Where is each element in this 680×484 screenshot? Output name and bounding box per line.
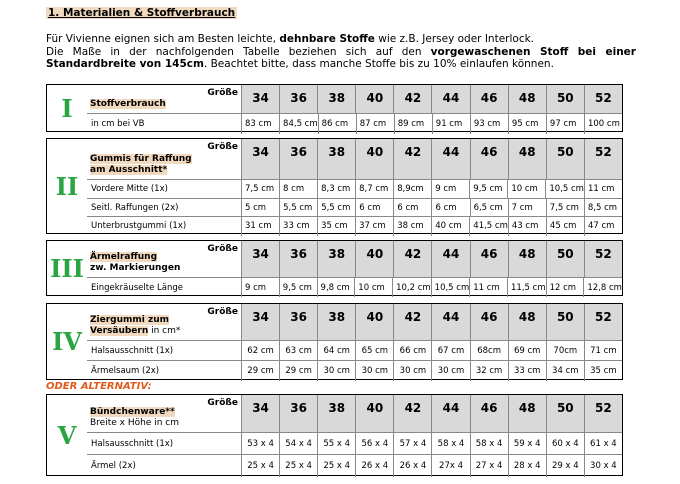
table-cell: 34 cm	[547, 361, 585, 381]
table-cell: 64 cm	[318, 341, 356, 361]
size-header: 34	[242, 139, 280, 179]
header-label	[87, 304, 242, 340]
table-row	[87, 360, 622, 381]
table-cell: 59 x 4	[509, 433, 547, 455]
table-row	[87, 216, 622, 236]
header-title: zw. Markierungen	[90, 263, 181, 273]
row-label: Vordere Mitte (1x)	[87, 180, 242, 199]
table-cell: 26 x 4	[394, 455, 432, 477]
table-cell: 35 cm	[590, 366, 617, 376]
table-cell: 7 cm	[509, 199, 547, 218]
table-cell: 11,5 cm	[508, 278, 547, 297]
table-cell: 10,5 cm	[432, 278, 471, 297]
size-header: 38	[318, 85, 356, 113]
table-row	[87, 340, 622, 361]
header-label	[87, 241, 242, 277]
table-block-iv	[46, 303, 623, 380]
size-header: 50	[547, 139, 585, 179]
table-cell: 93 cm	[471, 114, 509, 134]
table-cell: 10 cm	[355, 278, 393, 297]
header-title: Versäubern	[90, 326, 149, 336]
table-cell: 8,5 cm	[587, 202, 618, 213]
table-header	[87, 85, 622, 113]
table-cell: 32 cm	[471, 361, 509, 381]
header-title: Ärmelraffung	[90, 252, 158, 262]
row-label: Unterbrustgummi (1x)	[87, 217, 242, 236]
table-cell: 11 cm	[587, 184, 615, 195]
section-numeral: I	[61, 93, 73, 123]
size-header: 52	[595, 310, 612, 324]
table-header	[87, 395, 622, 432]
size-header: 50	[547, 85, 585, 113]
size-header: 50	[547, 241, 585, 277]
table-cell: 9,5 cm	[470, 180, 508, 199]
table-cell: 83 cm	[242, 114, 280, 134]
table-cell: 10 cm	[508, 180, 546, 199]
row-label: Ärmel (2x)	[87, 455, 242, 477]
table-cell: 29 cm	[280, 361, 318, 381]
table-cell: 30 x 4	[590, 461, 617, 471]
size-header: 38	[318, 304, 356, 340]
header-title: Stoffverbrauch	[90, 99, 166, 109]
groesse-label: Größe	[207, 142, 238, 152]
groesse-label: Größe	[207, 88, 238, 98]
size-header: 46	[471, 139, 509, 179]
table-cell: 9,5 cm	[280, 278, 318, 297]
table-cell: 7,5 cm	[547, 199, 585, 218]
table-cell: 9,8 cm	[318, 278, 356, 297]
section-numeral: II	[55, 171, 79, 201]
table-cell: 95 cm	[509, 114, 547, 134]
size-header: 42	[394, 395, 432, 432]
size-header: 42	[394, 139, 432, 179]
table-cell: 66 cm	[394, 341, 432, 361]
table-row	[87, 198, 622, 218]
size-header: 36	[280, 241, 318, 277]
table-cell: 8,9cm	[394, 180, 432, 199]
section-numeral: III	[50, 253, 84, 283]
table-header	[87, 139, 622, 179]
size-header: 40	[356, 304, 394, 340]
table-cell: 27x 4	[432, 455, 470, 477]
table-cell: 87 cm	[357, 114, 395, 134]
header-note: in cm*	[148, 326, 181, 336]
size-header: 40	[356, 85, 394, 113]
size-header: 36	[280, 139, 318, 179]
header-title: Bündchenware**	[90, 407, 175, 417]
table-cell: 12,8 cm	[587, 282, 622, 293]
header-title: Ziergummi zum	[90, 315, 170, 325]
table-cell: 26 x 4	[356, 455, 394, 477]
table-cell: 40 cm	[432, 217, 470, 236]
intro-text: Für Vivienne eignen sich am Besten leichte, dehnbare Stoffe wie z.B. Jersey oder Interlock. Die Maße in der nachfolgenden Tabelle beziehen sich auf den vorgewaschenen Stoff bei einer Standardbreite von 145cm. Beachtet bitte, dass manche Stoffe bis zu 10% einlaufen können.	[46, 33, 636, 70]
size-header: 34	[242, 304, 280, 340]
size-header: 48	[509, 139, 547, 179]
table-cell: 67 cm	[432, 341, 470, 361]
table-cell: 28 x 4	[509, 455, 547, 477]
table-header	[87, 241, 622, 277]
table-cell: 43 cm	[509, 217, 547, 236]
row-label: Seitl. Raffungen (2x)	[87, 199, 242, 218]
header-label	[87, 395, 242, 432]
size-header: 36	[280, 85, 318, 113]
table-cell: 84,5 cm	[280, 114, 319, 134]
table-cell: 29 x 4	[547, 455, 585, 477]
size-header: 52	[595, 91, 612, 105]
size-header: 38	[318, 241, 356, 277]
table-cell: 30 cm	[432, 361, 470, 381]
table-cell: 69 cm	[509, 341, 547, 361]
size-header: 40	[356, 395, 394, 432]
table-cell: 5,5 cm	[280, 199, 318, 218]
table-cell: 5 cm	[242, 199, 280, 218]
size-header: 44	[432, 395, 470, 432]
groesse-label: Größe	[207, 398, 238, 408]
header-note: Breite x Höhe in cm	[90, 418, 179, 428]
size-header: 46	[471, 304, 509, 340]
table-header	[87, 304, 622, 340]
size-header: 36	[280, 395, 318, 432]
table-cell: 37 cm	[356, 217, 394, 236]
row-label: Eingekräuselte Länge	[87, 278, 242, 297]
table-cell: 10,5 cm	[546, 180, 585, 199]
table-block-i	[46, 84, 623, 132]
table-cell: 45 cm	[547, 217, 585, 236]
table-cell: 91 cm	[433, 114, 471, 134]
table-cell: 41,5 cm	[470, 217, 509, 236]
size-header: 44	[432, 139, 470, 179]
table-cell: 57 x 4	[394, 433, 432, 455]
table-cell: 100 cm	[587, 119, 620, 129]
table-cell: 70cm	[547, 341, 585, 361]
size-header: 50	[547, 395, 585, 432]
table-cell: 25 x 4	[242, 455, 280, 477]
groesse-label: Größe	[207, 244, 238, 254]
table-cell: 12 cm	[547, 278, 585, 297]
table-cell: 68cm	[471, 341, 509, 361]
header-label	[87, 85, 242, 113]
table-cell: 8 cm	[280, 180, 318, 199]
size-header: 34	[242, 85, 280, 113]
size-header: 50	[547, 304, 585, 340]
table-row	[87, 454, 622, 477]
size-header: 46	[471, 85, 509, 113]
table-cell: 29 cm	[242, 361, 280, 381]
table-cell: 25 x 4	[280, 455, 318, 477]
row-label: Halsausschnitt (1x)	[87, 341, 242, 361]
table-cell: 58 x 4	[471, 433, 509, 455]
table-cell: 33 cm	[280, 217, 318, 236]
table-cell: 58 x 4	[432, 433, 470, 455]
table-cell: 8,3 cm	[318, 180, 356, 199]
section-title: 1. Materialien & Stoffverbrauch	[48, 7, 236, 19]
table-block-ii	[46, 138, 623, 234]
row-label: Halsausschnitt (1x)	[87, 433, 242, 455]
size-header: 34	[242, 395, 280, 432]
table-cell: 30 cm	[394, 361, 432, 381]
header-title: am Ausschnitt*	[90, 165, 168, 175]
size-header: 40	[356, 139, 394, 179]
size-header: 42	[394, 85, 432, 113]
size-header: 36	[280, 304, 318, 340]
row-label: in cm bei VB	[87, 114, 242, 134]
table-cell: 97 cm	[547, 114, 585, 134]
table-cell: 31 cm	[242, 217, 280, 236]
table-cell: 86 cm	[319, 114, 357, 134]
size-header: 42	[394, 241, 432, 277]
table-cell: 61 x 4	[590, 439, 617, 449]
table-cell: 53 x 4	[242, 433, 280, 455]
table-cell: 60 x 4	[547, 433, 585, 455]
size-header: 46	[471, 395, 509, 432]
table-block-v	[46, 394, 623, 476]
size-header: 34	[242, 241, 280, 277]
section-numeral: V	[57, 420, 77, 450]
table-block-iii	[46, 240, 623, 296]
size-header: 52	[595, 145, 612, 159]
table-cell: 56 x 4	[356, 433, 394, 455]
table-cell: 11 cm	[470, 278, 508, 297]
table-cell: 9 cm	[242, 278, 280, 297]
table-cell: 10,2 cm	[393, 278, 432, 297]
table-cell: 47 cm	[587, 221, 615, 232]
size-header: 44	[432, 304, 470, 340]
header-title: Gummis für Raffung	[90, 154, 192, 164]
table-cell: 7,5 cm	[242, 180, 280, 199]
table-row	[87, 113, 622, 134]
table-cell: 8,7 cm	[356, 180, 394, 199]
table-cell: 5,5 cm	[318, 199, 356, 218]
table-cell: 54 x 4	[280, 433, 318, 455]
table-cell: 65 cm	[356, 341, 394, 361]
size-header: 52	[595, 401, 612, 415]
table-cell: 30 cm	[356, 361, 394, 381]
table-row	[87, 277, 622, 297]
table-cell: 6 cm	[356, 199, 394, 218]
table-cell: 6 cm	[394, 199, 432, 218]
table-cell: 6 cm	[432, 199, 470, 218]
table-cell: 25 x 4	[318, 455, 356, 477]
table-cell: 33 cm	[509, 361, 547, 381]
section-numeral: IV	[52, 327, 82, 356]
size-header: 40	[356, 241, 394, 277]
size-header: 48	[509, 304, 547, 340]
table-cell: 89 cm	[395, 114, 433, 134]
size-header: 48	[509, 85, 547, 113]
table-cell: 71 cm	[590, 346, 617, 356]
row-label: Ärmelsaum (2x)	[87, 361, 242, 381]
table-cell: 27 x 4	[471, 455, 509, 477]
table-cell: 63 cm	[280, 341, 318, 361]
size-header: 48	[509, 241, 547, 277]
table-cell: 9 cm	[432, 180, 470, 199]
size-header: 38	[318, 395, 356, 432]
groesse-label: Größe	[207, 307, 238, 317]
table-row	[87, 432, 622, 455]
size-header: 48	[509, 395, 547, 432]
table-cell: 6,5 cm	[471, 199, 509, 218]
table-row	[87, 179, 622, 199]
size-header: 44	[432, 85, 470, 113]
header-label	[87, 139, 242, 179]
size-header: 42	[394, 304, 432, 340]
table-cell: 35 cm	[318, 217, 356, 236]
table-cell: 55 x 4	[318, 433, 356, 455]
table-cell: 62 cm	[242, 341, 280, 361]
size-header: 38	[318, 139, 356, 179]
alternative-label: ODER ALTERNATIV:	[46, 381, 152, 392]
table-cell: 30 cm	[318, 361, 356, 381]
size-header: 44	[432, 241, 470, 277]
size-header: 52	[595, 247, 612, 261]
size-header: 46	[471, 241, 509, 277]
table-cell: 38 cm	[394, 217, 432, 236]
